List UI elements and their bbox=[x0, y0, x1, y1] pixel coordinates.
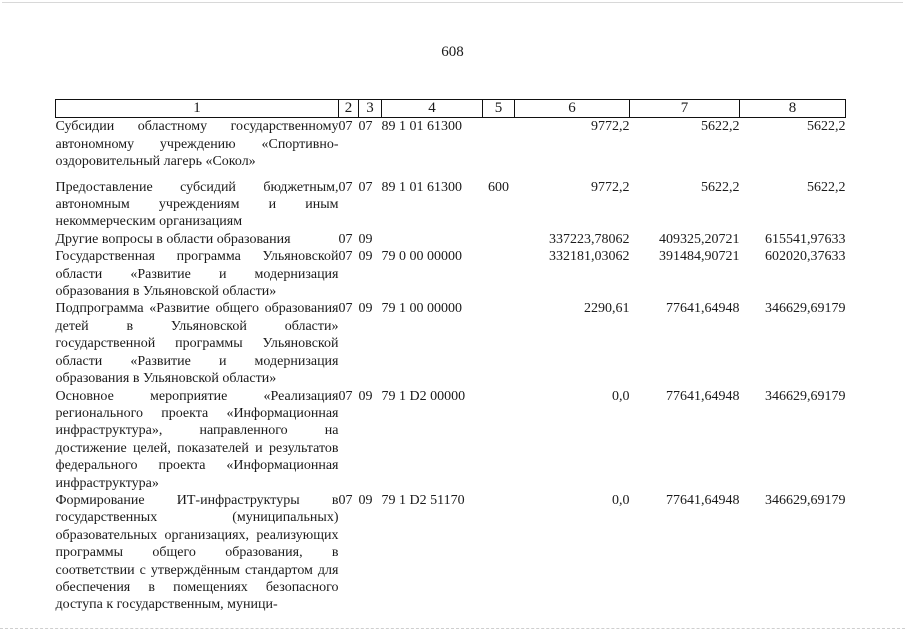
row-target-code: 89 1 01 61300 bbox=[381, 119, 462, 135]
row-amount-1: 9772,2 bbox=[591, 179, 630, 195]
row-name: Государственная программа Ульяновской области «Развитие и модернизация образования в Ульяновской области» bbox=[55, 249, 339, 300]
row-amount-3: 5622,2 bbox=[807, 179, 846, 195]
row-amount-1: 9772,2 bbox=[591, 119, 630, 135]
row-amount-2: 77641,64948 bbox=[666, 388, 740, 404]
row-amount-1: 2290,61 bbox=[584, 301, 630, 317]
table-row bbox=[56, 388, 846, 492]
row-name: Подпрограмма «Развитие общего образования детей в Ульяновской области» государственной программы Ульяновской области «Развитие и модернизация образования в Ульяновской области» bbox=[55, 301, 339, 387]
row-section: 07 bbox=[338, 388, 353, 404]
row-subsection: 07 bbox=[358, 119, 373, 135]
row-subsection: 09 bbox=[358, 231, 373, 247]
row-amount-3: 346629,69179 bbox=[765, 492, 846, 508]
row-amount-3: 615541,97633 bbox=[765, 231, 846, 247]
row-name: Основное мероприятие «Реализация регионального проекта «Информационная инфраструктура», направленного на достижение целей, показателей и результатов федерального проекта «Информационная инфраструктура» bbox=[55, 388, 339, 491]
col-header-4: 4 bbox=[382, 100, 483, 118]
col-header-5: 5 bbox=[483, 100, 515, 118]
row-amount-2: 5622,2 bbox=[701, 119, 740, 135]
row-amount-2: 409325,20721 bbox=[659, 231, 740, 247]
row-expense-type bbox=[483, 231, 515, 248]
row-expense-type bbox=[483, 248, 515, 300]
table-row bbox=[56, 300, 846, 387]
row-subsection: 09 bbox=[358, 492, 373, 508]
row-expense-type bbox=[483, 492, 515, 614]
row-target-code: 79 1 D2 51170 bbox=[381, 492, 465, 508]
row-amount-1: 0,0 bbox=[612, 492, 630, 508]
scan-edge bbox=[0, 628, 905, 629]
row-name: Субсидии областному государственному автономному учреждению «Спортивно-оздоровительный лагерь «Сокол» bbox=[55, 119, 339, 170]
row-amount-2: 5622,2 bbox=[701, 179, 740, 195]
top-edge bbox=[2, 2, 903, 3]
row-amount-1: 337223,78062 bbox=[549, 231, 630, 247]
row-section: 07 bbox=[338, 231, 353, 247]
row-target-code: 79 0 00 00000 bbox=[381, 249, 462, 265]
row-subsection: 09 bbox=[358, 249, 373, 265]
row-target-code: 89 1 01 61300 bbox=[381, 179, 462, 195]
table-row bbox=[56, 231, 846, 248]
row-amount-3: 346629,69179 bbox=[765, 388, 846, 404]
col-header-1: 1 bbox=[56, 100, 339, 118]
row-amount-3: 346629,69179 bbox=[765, 301, 846, 317]
col-header-2: 2 bbox=[339, 100, 359, 118]
row-amount-3: 5622,2 bbox=[807, 119, 846, 135]
table-row bbox=[56, 492, 846, 614]
table-row bbox=[56, 179, 846, 231]
row-section: 07 bbox=[338, 179, 353, 195]
row-section: 07 bbox=[338, 119, 353, 135]
row-expense-type bbox=[483, 300, 515, 387]
table-row bbox=[56, 118, 846, 179]
row-amount-3: 602020,37633 bbox=[765, 249, 846, 265]
row-section: 07 bbox=[338, 249, 353, 265]
budget-table bbox=[55, 99, 846, 614]
row-amount-2: 77641,64948 bbox=[666, 301, 740, 317]
page-number: 608 bbox=[441, 44, 464, 60]
row-amount-2: 391484,90721 bbox=[659, 249, 740, 265]
row-expense-type bbox=[483, 388, 515, 492]
row-section: 07 bbox=[338, 301, 353, 317]
row-target-code bbox=[382, 231, 483, 248]
col-header-8: 8 bbox=[740, 100, 846, 118]
row-target-code: 79 1 00 00000 bbox=[381, 301, 462, 317]
col-header-3: 3 bbox=[359, 100, 382, 118]
col-header-7: 7 bbox=[630, 100, 740, 118]
table-row bbox=[56, 248, 846, 300]
row-expense-type: 600 bbox=[488, 179, 509, 195]
row-name: Предоставление субсидий бюджетным, автономным учреждениям и иным некоммерческим организациям bbox=[55, 179, 339, 230]
row-amount-2: 77641,64948 bbox=[666, 492, 740, 508]
row-amount-1: 332181,03062 bbox=[549, 249, 630, 265]
row-subsection: 07 bbox=[358, 179, 373, 195]
row-subsection: 09 bbox=[358, 301, 373, 317]
row-name: Другие вопросы в области образования bbox=[55, 231, 291, 247]
row-subsection: 09 bbox=[358, 388, 373, 404]
row-target-code: 79 1 D2 00000 bbox=[381, 388, 466, 404]
col-header-6: 6 bbox=[515, 100, 630, 118]
row-expense-type bbox=[483, 118, 515, 179]
row-section: 07 bbox=[338, 492, 353, 508]
header-row bbox=[56, 100, 846, 118]
row-name: Формирование ИТ-инфраструктуры в государственных (муниципальных) образовательных организациях, реализующих программы общего образования, в соответствии с утверждённым стандартом для обеспечения в помещениях безопасного доступа к государственным, муници- bbox=[55, 492, 339, 613]
row-amount-1: 0,0 bbox=[612, 388, 630, 404]
